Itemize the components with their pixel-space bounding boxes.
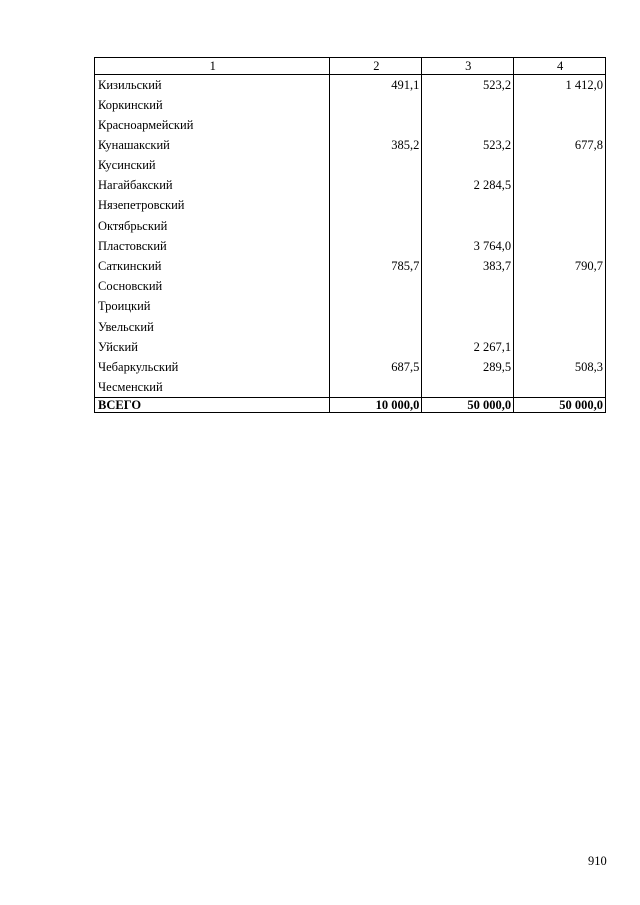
value-cell-col3: 3 764,0 <box>422 236 514 256</box>
district-name-cell: Чебаркульский <box>95 357 330 377</box>
value-cell-col4 <box>514 276 606 296</box>
value-cell-col2 <box>330 317 422 337</box>
value-cell-col2 <box>330 175 422 195</box>
column-header-4: 4 <box>514 58 606 75</box>
value-cell-col4: 50 000,0 <box>514 398 606 413</box>
value-cell-col2 <box>330 216 422 236</box>
district-name-cell: Чесменский <box>95 377 330 397</box>
value-cell-col2 <box>330 236 422 256</box>
value-cell-col2 <box>330 337 422 357</box>
table-total-row <box>95 398 606 413</box>
table-row <box>95 337 606 357</box>
value-cell-col3: 383,7 <box>422 256 514 276</box>
value-cell-col2 <box>330 155 422 175</box>
district-name-cell: Красноармейский <box>95 115 330 135</box>
district-name-cell: Коркинский <box>95 95 330 115</box>
table-row <box>95 216 606 236</box>
district-name-cell: Нагайбакский <box>95 175 330 195</box>
value-cell-col4 <box>514 377 606 397</box>
table-body <box>95 75 606 413</box>
value-cell-col3 <box>422 216 514 236</box>
table-row <box>95 75 606 95</box>
table-row <box>95 317 606 337</box>
value-cell-col3 <box>422 276 514 296</box>
table-header-row <box>95 58 606 75</box>
table-row <box>95 357 606 377</box>
value-cell-col3 <box>422 377 514 397</box>
value-cell-col3: 523,2 <box>422 75 514 95</box>
value-cell-col4 <box>514 216 606 236</box>
table-row <box>95 115 606 135</box>
column-header-2: 2 <box>330 58 422 75</box>
value-cell-col4 <box>514 337 606 357</box>
value-cell-col3: 289,5 <box>422 357 514 377</box>
table-row <box>95 95 606 115</box>
value-cell-col3 <box>422 196 514 216</box>
value-cell-col2 <box>330 297 422 317</box>
table-row <box>95 377 606 397</box>
column-header-1: 1 <box>95 58 330 75</box>
table-row <box>95 196 606 216</box>
value-cell-col4 <box>514 196 606 216</box>
value-cell-col2: 785,7 <box>330 256 422 276</box>
table-row <box>95 155 606 175</box>
value-cell-col2 <box>330 115 422 135</box>
value-cell-col4 <box>514 317 606 337</box>
table-row <box>95 276 606 296</box>
district-name-cell: ВСЕГО <box>95 398 330 413</box>
value-cell-col2: 687,5 <box>330 357 422 377</box>
value-cell-col3: 2 284,5 <box>422 175 514 195</box>
value-cell-col3 <box>422 95 514 115</box>
value-cell-col2 <box>330 377 422 397</box>
value-cell-col3 <box>422 155 514 175</box>
page-number: 910 <box>588 854 607 868</box>
value-cell-col2: 491,1 <box>330 75 422 95</box>
value-cell-col4 <box>514 297 606 317</box>
value-cell-col2: 385,2 <box>330 135 422 155</box>
district-name-cell: Кизильский <box>95 75 330 95</box>
value-cell-col3 <box>422 317 514 337</box>
value-cell-col4: 677,8 <box>514 135 606 155</box>
value-cell-col2: 10 000,0 <box>330 398 422 413</box>
value-cell-col4: 790,7 <box>514 256 606 276</box>
value-cell-col3: 50 000,0 <box>422 398 514 413</box>
value-cell-col4: 1 412,0 <box>514 75 606 95</box>
value-cell-col3: 523,2 <box>422 135 514 155</box>
value-cell-col3 <box>422 115 514 135</box>
table-row <box>95 135 606 155</box>
value-cell-col2 <box>330 276 422 296</box>
district-name-cell: Саткинский <box>95 256 330 276</box>
column-header-3: 3 <box>422 58 514 75</box>
value-cell-col2 <box>330 95 422 115</box>
value-cell-col4 <box>514 95 606 115</box>
value-cell-col4 <box>514 115 606 135</box>
data-table <box>94 57 606 413</box>
district-name-cell: Троицкий <box>95 297 330 317</box>
value-cell-col4: 508,3 <box>514 357 606 377</box>
table-row <box>95 236 606 256</box>
district-name-cell: Кусинский <box>95 155 330 175</box>
district-name-cell: Увельский <box>95 317 330 337</box>
table-row <box>95 297 606 317</box>
table-row <box>95 175 606 195</box>
value-cell-col4 <box>514 236 606 256</box>
district-name-cell: Пластовский <box>95 236 330 256</box>
table-row <box>95 256 606 276</box>
value-cell-col3: 2 267,1 <box>422 337 514 357</box>
district-name-cell: Уйский <box>95 337 330 357</box>
value-cell-col2 <box>330 196 422 216</box>
district-name-cell: Кунашакский <box>95 135 330 155</box>
district-name-cell: Сосновский <box>95 276 330 296</box>
district-name-cell: Нязепетровский <box>95 196 330 216</box>
value-cell-col3 <box>422 297 514 317</box>
district-name-cell: Октябрьский <box>95 216 330 236</box>
value-cell-col4 <box>514 155 606 175</box>
value-cell-col4 <box>514 175 606 195</box>
